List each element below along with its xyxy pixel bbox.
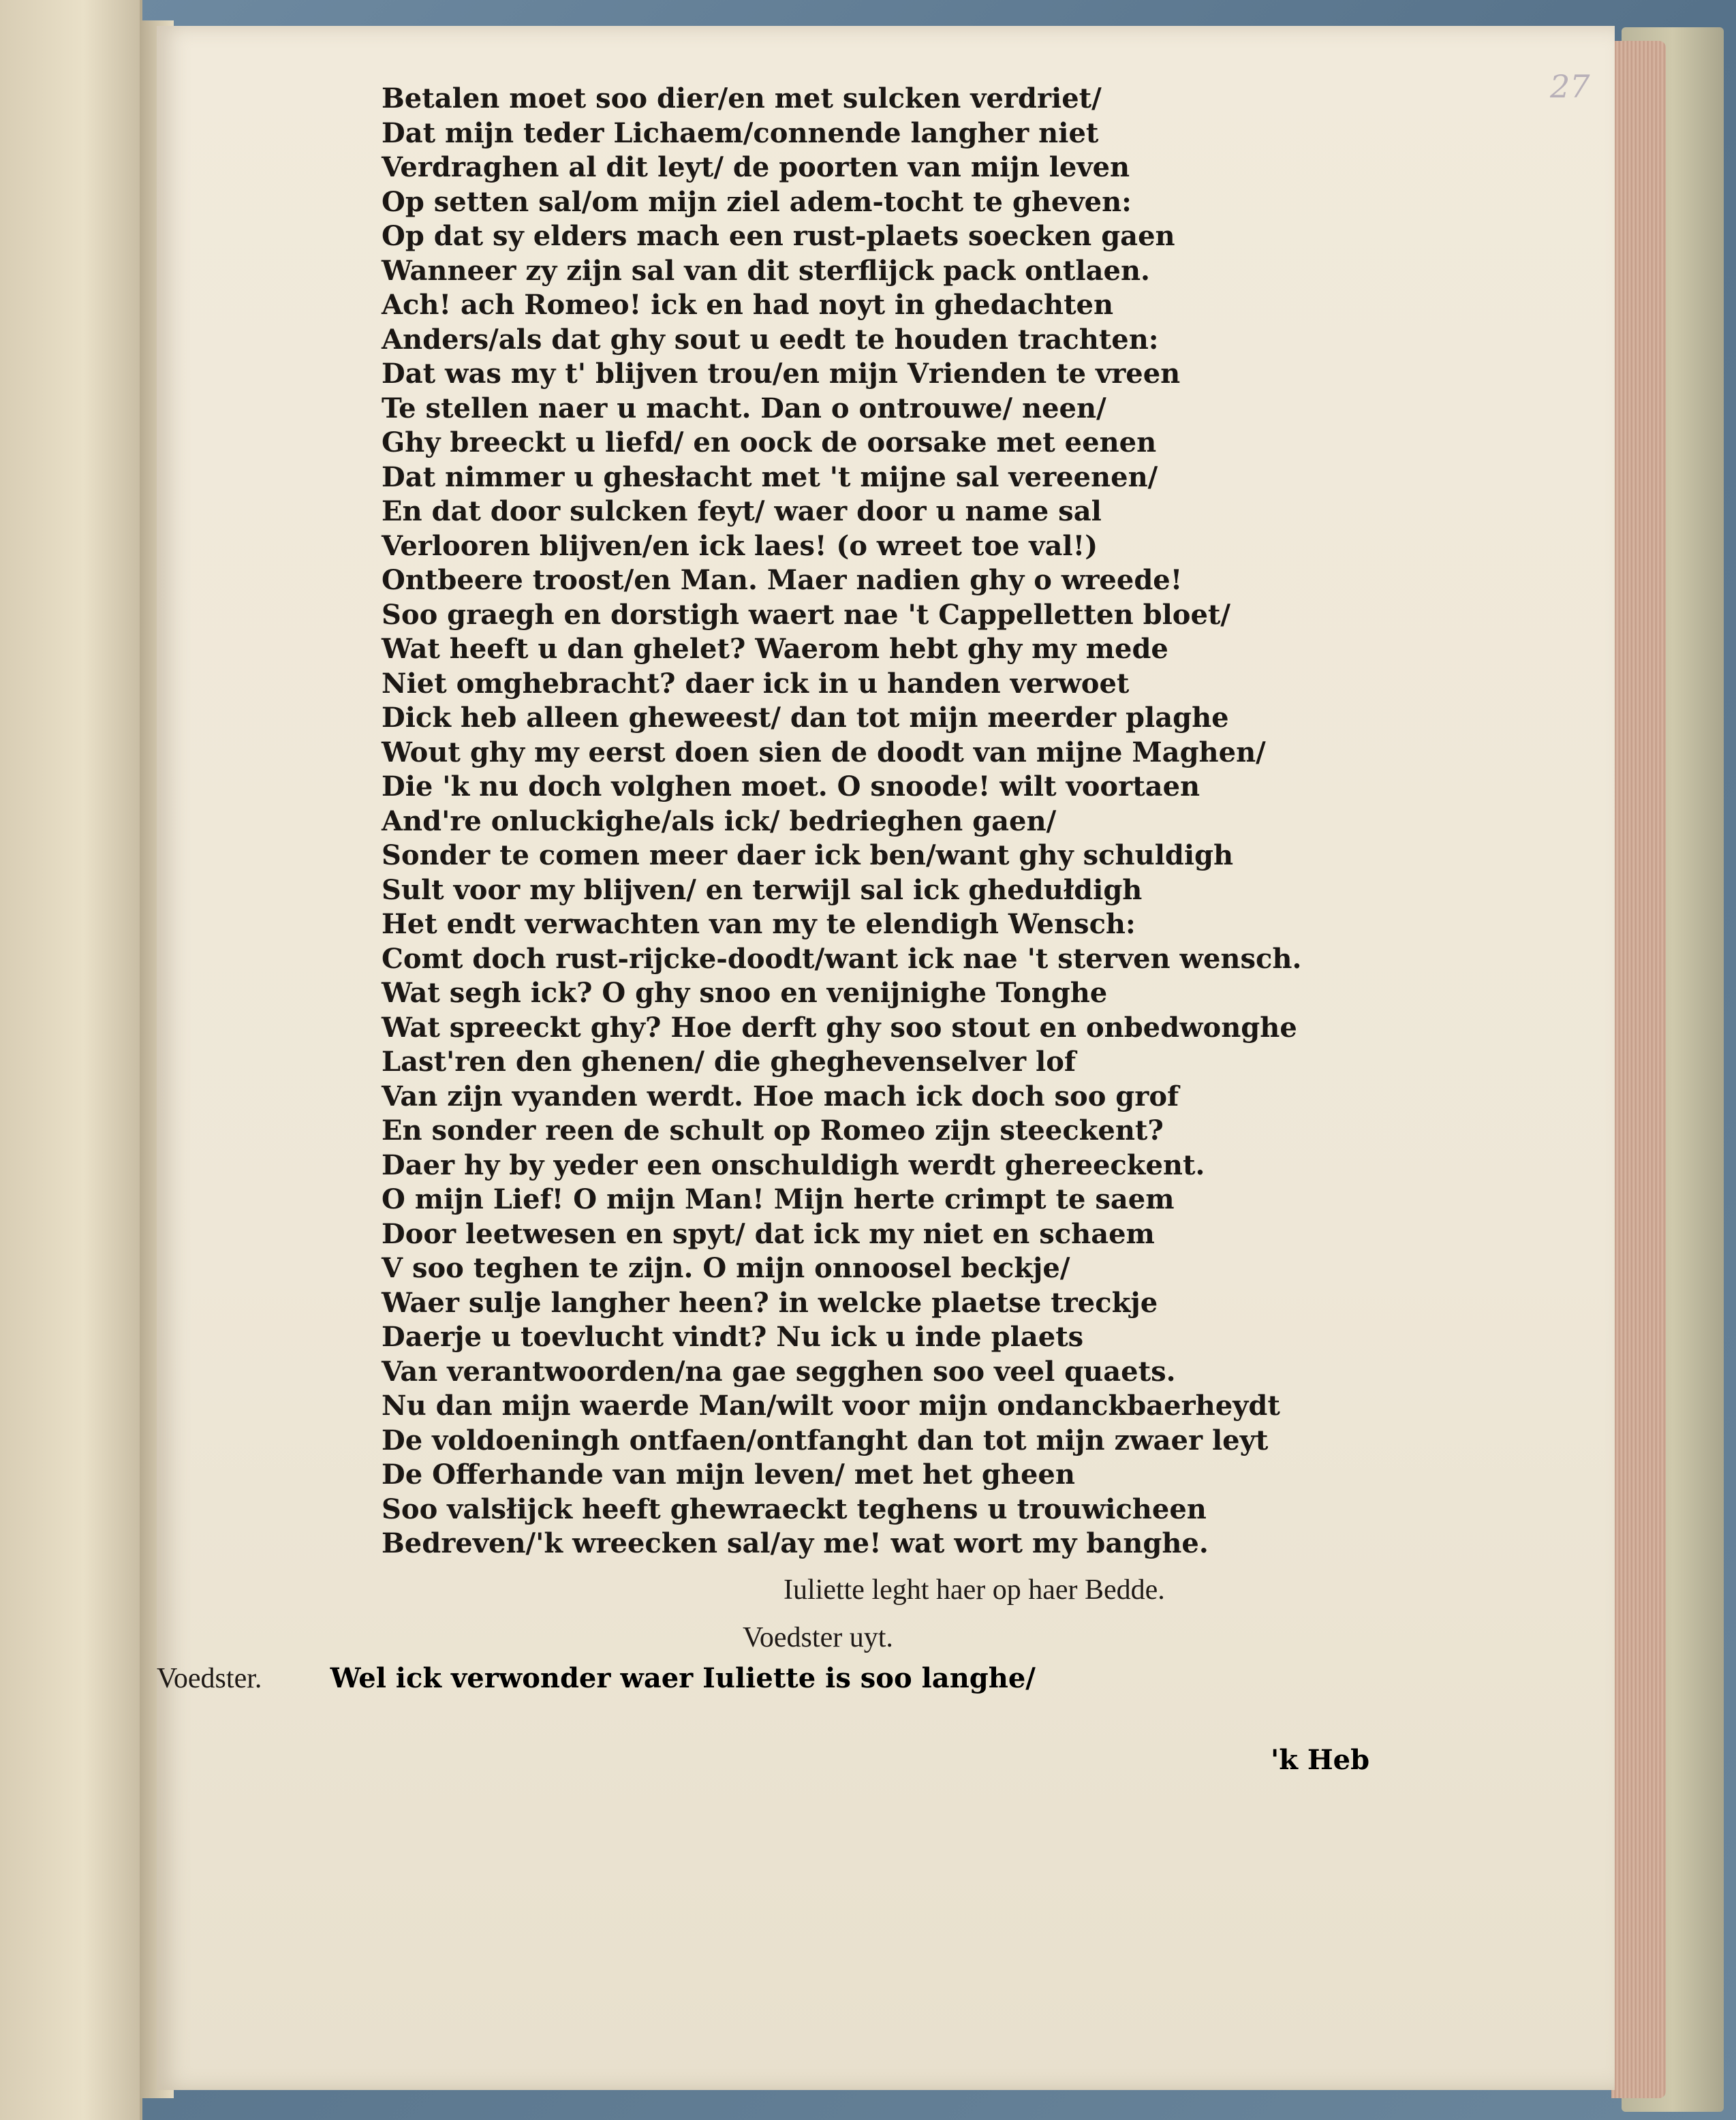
verse-line: Verdraghen al dit leyt/ de poorten van mijn leven xyxy=(382,151,1130,183)
verse-line: Wat segh ick? O ghy snoo en venijnighe Tonghe xyxy=(382,977,1108,1009)
verse-line: En sonder reen de schult op Romeo zijn steeckent? xyxy=(382,1114,1164,1147)
verse-line: Van verantwoorden/na gae segghen soo veel quaets. xyxy=(382,1355,1176,1388)
verse-line: Nu dan mijn waerde Man/wilt voor mijn ondanckbaerheydt xyxy=(382,1390,1280,1422)
folio-number: 27 xyxy=(1550,68,1590,105)
verse-line: Op setten sal/om mijn ziel adem-tocht te gheven: xyxy=(382,185,1132,218)
verse-line: Te stellen naer u macht. Dan o ontrouwe/ neen/ xyxy=(382,392,1106,424)
verse-line: Sonder te comen meer daer ick ben/want ghy schuldigh xyxy=(382,839,1234,871)
verse-line: Die 'k nu doch volghen moet. O snoode! wilt voortaen xyxy=(382,770,1200,802)
verse-line: Dat was my t' blijven trou/en mijn Vrienden te vreen xyxy=(382,358,1181,390)
verse-line: Last'ren den ghenen/ die gheghevenselver lof xyxy=(382,1046,1076,1078)
catchword: 'k Heb xyxy=(1271,1744,1370,1776)
verse-line: Waer sulje langher heen? in welcke plaetse treckje xyxy=(382,1286,1158,1319)
verse-line: Wat spreeckt ghy? Hoe derft ghy soo stout en onbedwonghe xyxy=(382,1011,1297,1044)
verse-line: O mijn Lief! O mijn Man! Mijn herte crimpt te saem xyxy=(382,1183,1175,1215)
verse-line: Soo graegh en dorstigh waert nae 't Cappelletten bloet/ xyxy=(382,598,1230,631)
verse-line: Het endt verwachten van my te elendigh Wensch: xyxy=(382,908,1136,940)
verse-line: Dick heb alleen gheweest/ dan tot mijn meerder plaghe xyxy=(382,702,1229,734)
page-edges xyxy=(1611,41,1666,2098)
stage-direction-exit: Voedster uyt. xyxy=(743,1622,893,1653)
verse-line: Verlooren blijven/en ick laes! (o wreet toe val!) xyxy=(382,529,1098,562)
verse-line: De voldoeningh ontfaen/ontfanght dan tot mijn zwaer leyt xyxy=(382,1424,1269,1456)
verse-line: Wat heeft u dan ghelet? Waerom hebt ghy my mede xyxy=(382,633,1168,665)
verse-line: Betalen moet soo dier/en met sulcken verdriet/ xyxy=(382,82,1102,114)
verse-line: Wanneer zy zijn sal van dit sterflijck pack ontlaen. xyxy=(382,254,1150,287)
verse-line: De Offerhande van mijn leven/ met het gheen xyxy=(382,1459,1075,1491)
verse-line: Door leetwesen en spyt/ dat ick my niet en schaem xyxy=(382,1217,1155,1250)
verse-line: En dat door sulcken feyt/ waer door u name sal xyxy=(382,495,1102,527)
verse-line: Ghy breeckt u liefd/ en oock de oorsake met eenen xyxy=(382,426,1157,458)
verse-line: And're onluckighe/als ick/ bedrieghen gaen/ xyxy=(382,805,1057,837)
verse-line: Dat nimmer u ghesłacht met 't mijne sal vereenen/ xyxy=(382,461,1158,493)
verse-line: Daer hy by yeder een onschuldigh werdt ghereeckent. xyxy=(382,1149,1205,1181)
verse-line: Soo valsłijck heeft ghewraeckt teghens u trouwicheen xyxy=(382,1493,1207,1525)
verse-block xyxy=(382,82,1540,1561)
speaker-line: Wel ick verwonder waer Iuliette is soo langhe/ xyxy=(330,1662,1036,1694)
speaker-label: Voedster. xyxy=(157,1663,262,1694)
verse-line: Van zijn vyanden werdt. Hoe mach ick doch soo grof xyxy=(382,1080,1179,1112)
verse-line: V soo teghen te zijn. O mijn onnoosel beckje/ xyxy=(382,1252,1070,1284)
verse-line: Bedreven/'k wreecken sal/ay me! wat wort my banghe. xyxy=(382,1527,1209,1559)
verse-line: Niet omghebracht? daer ick in u handen verwoet xyxy=(382,667,1130,700)
verse-line: Sult voor my blijven/ en terwijl sal ick ghedułdigh xyxy=(382,873,1143,906)
verse-line: Op dat sy elders mach een rust-plaets soecken gaen xyxy=(382,220,1175,252)
verse-line: Dat mijn teder Lichaem/connende langher niet xyxy=(382,116,1099,149)
stage-direction: Iuliette leght haer op haer Bedde. xyxy=(784,1574,1165,1606)
verse-line: Daerje u toevlucht vindt? Nu ick u inde plaets xyxy=(382,1321,1084,1353)
verse-line: Anders/als dat ghy sout u eedt te houden trachten: xyxy=(382,323,1159,356)
verse-line: Ontbeere troost/en Man. Maer nadien ghy o wreede! xyxy=(382,564,1183,596)
speaker-line-row xyxy=(157,1662,1036,1695)
verse-line: Comt doch rust-rijcke-doodt/want ick nae 't sterven wensch. xyxy=(382,942,1302,975)
verse-line: Ach! ach Romeo! ick en had noyt in ghedachten xyxy=(382,289,1114,321)
left-page xyxy=(0,0,142,2120)
verse-line: Wout ghy my eerst doen sien de doodt van mijne Maghen/ xyxy=(382,736,1266,768)
